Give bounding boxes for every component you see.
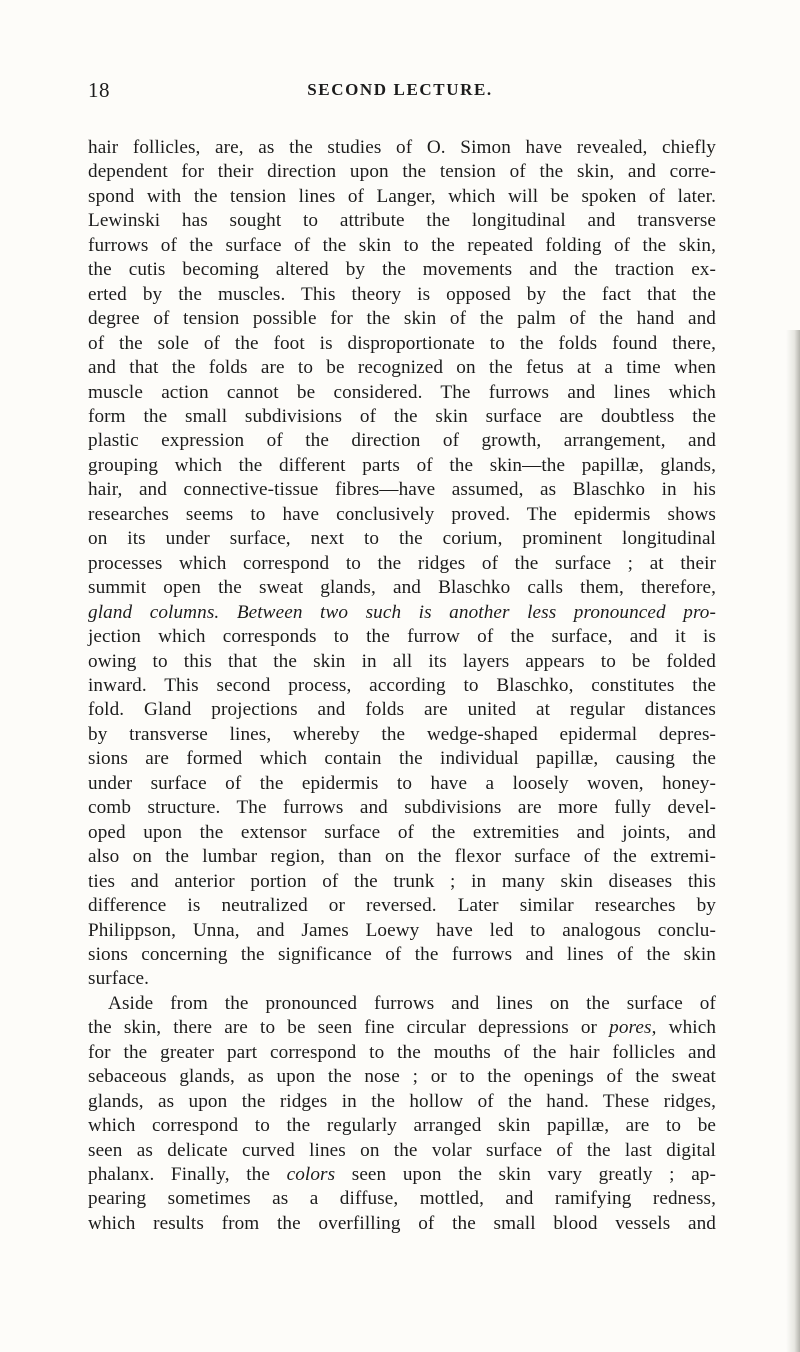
text-line: under surface of the epidermis to have a loosely woven, honey-	[88, 772, 716, 794]
text-line: difference is neutralized or reversed. Later similar researches by	[88, 895, 716, 917]
text-line: summit open the sweat glands, and Blaschko calls them, therefore,	[88, 577, 716, 599]
text-line: glands, as upon the ridges in the hollow of the hand. These ridges,	[88, 1090, 716, 1112]
text-line: and that the folds are to be recognized on the fetus at a time when	[88, 357, 716, 379]
text-line: processes which correspond to the ridges of the surface ; at their	[88, 552, 716, 574]
text-line: plastic expression of the direction of growth, arrangement, and	[88, 430, 716, 452]
text-line: for the greater part correspond to the mouths of the hair follicles and	[88, 1041, 716, 1063]
text-line: dependent for their direction upon the tension of the skin, and corre-	[88, 161, 716, 183]
italic-term: pores	[609, 1017, 652, 1039]
text-line: sebaceous glands, as upon the nose ; or to the openings of the sweat	[88, 1066, 716, 1088]
running-head: SECOND LECTURE.	[307, 80, 493, 99]
text-line: Philippson, Unna, and James Loewy have led to analogous conclu-	[88, 919, 716, 941]
page-header	[88, 78, 712, 108]
text-line: Aside from the pronounced furrows and lines on the surface of	[108, 992, 716, 1014]
text-segment: , which	[651, 1017, 717, 1039]
text-line-pores	[88, 1016, 716, 1040]
text-line: ties and anterior portion of the trunk ; in many skin diseases this	[88, 870, 716, 892]
text-segment: phalanx. Finally, the	[88, 1164, 287, 1186]
text-line: form the small subdivisions of the skin surface are doubtless the	[88, 405, 716, 427]
text-line: also on the lumbar region, than on the flexor surface of the extremi-	[88, 846, 716, 868]
text-line: which correspond to the regularly arranged skin papillæ, are to be	[88, 1115, 716, 1137]
text-line: surface.	[88, 968, 149, 990]
text-line: hair follicles, are, as the studies of O. Simon have revealed, chiefly	[88, 137, 716, 158]
italic-term: colors	[286, 1164, 336, 1186]
text-line: jection which corresponds to the furrow of the surface, and it is	[88, 626, 716, 648]
text-line: owing to this that the skin in all its layers appears to be folded	[88, 650, 716, 672]
text-line: fold. Gland projections and folds are united at regular distances	[88, 699, 716, 721]
page-number: 18	[88, 78, 110, 102]
text-line: researches seems to have conclusively proved. The epidermis shows	[88, 503, 716, 525]
text-line: erted by the muscles. This theory is opposed by the fact that the	[88, 283, 716, 305]
text-segment: the skin, there are to be seen fine circular depressions or	[88, 1017, 610, 1039]
text-line: hair, and connective-tissue fibres—have assumed, as Blaschko in his	[88, 479, 716, 501]
text-line: pearing sometimes as a diffuse, mottled, and ramifying redness,	[88, 1188, 716, 1210]
text-line: inward. This second process, according to Blaschko, constitutes the	[88, 674, 716, 696]
text-line: comb structure. The furrows and subdivisions are more fully devel-	[88, 797, 716, 819]
body-text	[88, 136, 716, 1236]
page-edge-shadow	[786, 330, 800, 1352]
text-line: furrows of the surface of the skin to the repeated folding of the skin,	[88, 234, 716, 256]
text-line: seen as delicate curved lines on the volar surface of the last digital	[88, 1139, 716, 1161]
text-line: grouping which the different parts of the skin—the papillæ, glands,	[88, 454, 716, 476]
text-line: which results from the overfilling of the small blood vessels and	[88, 1212, 716, 1234]
text-line: on its under surface, next to the corium, prominent longitudinal	[88, 528, 716, 550]
text-line: Lewinski has sought to attribute the longitudinal and transverse	[88, 210, 716, 232]
text-line: sions concerning the significance of the furrows and lines of the skin	[88, 943, 716, 965]
text-line: sions are formed which contain the individual papillæ, causing the	[88, 748, 716, 770]
italic-term: gland	[88, 601, 133, 623]
text-line: degree of tension possible for the skin of the palm of the hand and	[88, 308, 716, 330]
text-line: oped upon the extensor surface of the extremities and joints, and	[88, 821, 716, 843]
text-line: of the sole of the foot is disproportionate to the folds found there,	[88, 332, 716, 354]
text-line: spond with the tension lines of Langer, which will be spoken of later.	[88, 185, 716, 207]
text-line-colors	[88, 1163, 716, 1187]
text-segment: seen upon the skin vary greatly ; ap-	[335, 1164, 716, 1186]
text-line: the cutis becoming altered by the movements and the traction ex-	[88, 259, 716, 281]
text-line: by transverse lines, whereby the wedge-shaped epidermal depres-	[88, 723, 716, 745]
text-line: muscle action cannot be considered. The furrows and lines which	[88, 381, 716, 403]
italic-term: columns. Between two such is another less pronounced pro-	[149, 601, 716, 623]
text-line-gland-columns	[88, 601, 716, 625]
